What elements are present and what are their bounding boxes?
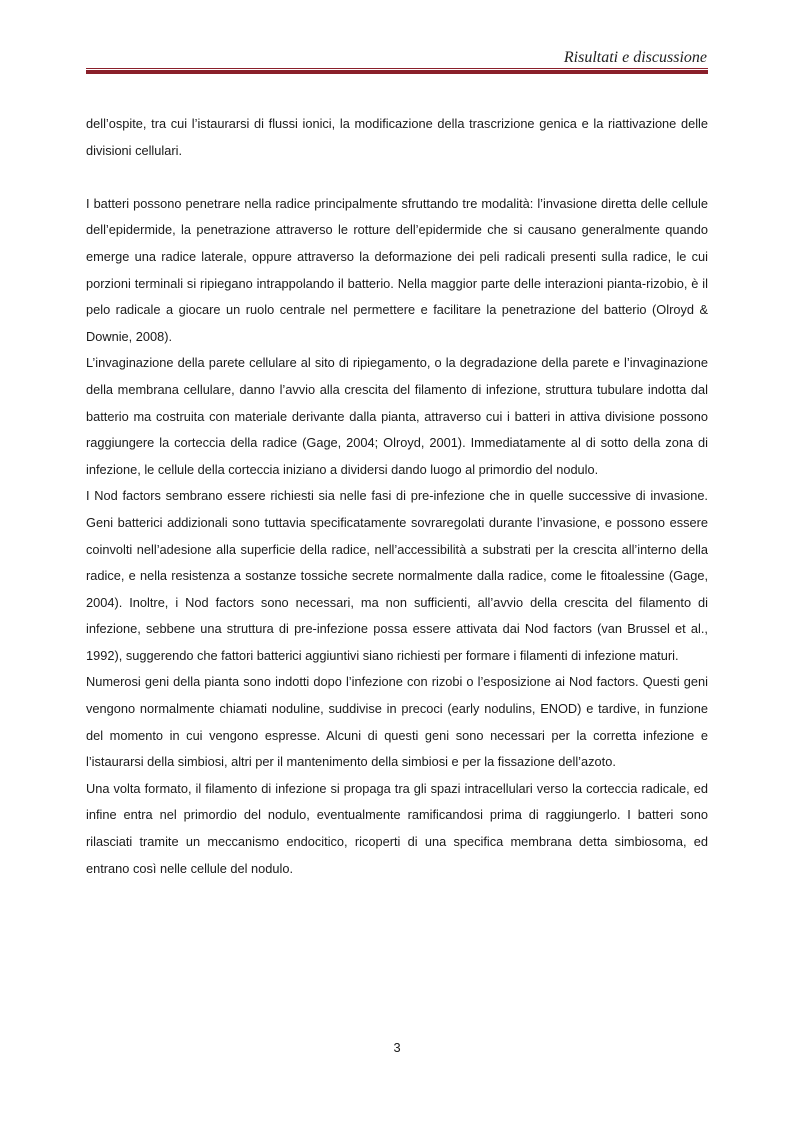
paragraph: I Nod factors sembrano essere richiesti sia nelle fasi di pre-infezione che in quelle successive di invasione. Geni batterici addizionali sono tuttavia specificatamente sovraregolati durante l’invasione, e possono essere coinvolti nell’adesione alla superficie della radice, nell’accessibilità a substrati per la crescita all’interno della radice, e nella resistenza a sostanze tossiche secrete normalmente dalla radice, come le fitoalessine (Gage, 2004). Inoltre, i Nod factors sono necessari, ma non sufficienti, all’avvio della crescita del filamento di infezione, sebbene una struttura di pre-infezione possa essere attivata dai Nod factors (van Brussel et al., 1992), suggerendo che fattori batterici aggiuntivi siano richiesti per formare i filamenti di infezione maturi.: [86, 488, 708, 663]
running-header-title: Risultati e discussione: [563, 49, 707, 66]
page-number: 3: [393, 1040, 401, 1055]
body-text: [86, 111, 708, 882]
header-rule-thick: [86, 70, 708, 74]
paragraph: dell’ospite, tra cui l’istaurarsi di flussi ionici, la modificazione della trascrizione genica e la riattivazione delle divisioni cellulari.: [86, 116, 708, 158]
paragraph: L’invaginazione della parete cellulare al sito di ripiegamento, o la degradazione della parete e l’invaginazione della membrana cellulare, danno l’avvio alla crescita del filamento di infezione, struttura tubulare indotta dal batterio ma costruita con materiale derivante dalla pianta, attraverso cui i batteri in attiva divisione possono raggiungere la corteccia della radice (Gage, 2004; Olroyd, 2001). Immediatamente al di sotto della zona di infezione, le cellule della corteccia iniziano a dividersi dando luogo al primordio del nodulo.: [86, 355, 708, 477]
paragraph: Una volta formato, il filamento di infezione si propaga tra gli spazi intracellulari verso la corteccia radicale, ed infine entra nel primordio del nodulo, eventualmente ramificandosi prima di raggiungerlo. I batteri sono rilasciati tramite un meccanismo endocitico, ricoperti di una specifica membrana detta simbiosoma, ed entrano così nelle cellule del nodulo.: [86, 780, 708, 876]
paragraph: Numerosi geni della pianta sono indotti dopo l’infezione con rizobi o l’esposizione ai Nod factors. Questi geni vengono normalmente chiamati noduline, suddivise in precoci (early nodulins, ENOD) e tardive, in funzione del momento in cui vengono espresse. Alcuni di questi geni sono necessari per la corretta infezione e l’istaurarsi della simbiosi, altri per il mantenimento della simbiosi e per la fissazione dell’azoto.: [86, 674, 708, 770]
paragraph: I batteri possono penetrare nella radice principalmente sfruttando tre modalità: l’invasione diretta delle cellule dell’epidermide, la penetrazione attraverso le rotture dell’epidermide che si causano generalmente quando emerge una radice laterale, oppure attraverso la deformazione dei peli radicali presenti sulla radice, le cui porzioni terminali si ripiegano intrappolando il batterio. Nella maggior parte delle interazioni pianta-rizobio, è il pelo radicale a giocare un ruolo centrale nel permettere e facilitare la penetrazione del batterio (Olroyd & Downie, 2008).: [86, 195, 708, 344]
header-rule-thin: [86, 68, 708, 69]
